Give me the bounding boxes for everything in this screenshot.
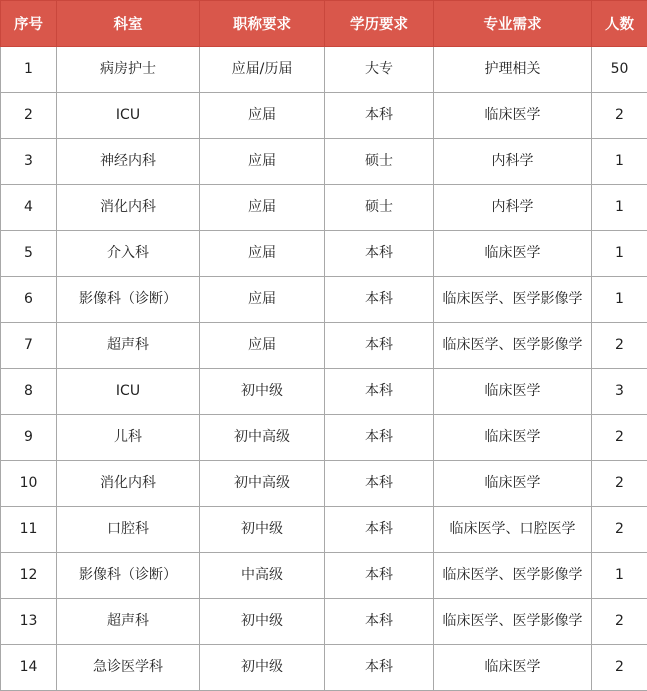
cell-headcount: 2 xyxy=(592,599,647,645)
cell-major-requirement: 临床医学、医学影像学 xyxy=(434,277,592,323)
table-header xyxy=(1,1,647,47)
table-row xyxy=(1,231,647,277)
cell-headcount: 2 xyxy=(592,93,647,139)
cell-headcount: 2 xyxy=(592,645,647,691)
cell-title-requirement: 初中级 xyxy=(200,645,325,691)
cell-major-requirement: 临床医学 xyxy=(434,415,592,461)
cell-title-requirement: 应届 xyxy=(200,277,325,323)
cell-index: 3 xyxy=(1,139,57,185)
header-row xyxy=(1,1,647,47)
table-row xyxy=(1,369,647,415)
cell-education-requirement: 本科 xyxy=(325,323,434,369)
cell-index: 12 xyxy=(1,553,57,599)
cell-title-requirement: 初中级 xyxy=(200,599,325,645)
cell-index: 6 xyxy=(1,277,57,323)
table-body xyxy=(1,47,647,691)
cell-index: 9 xyxy=(1,415,57,461)
cell-education-requirement: 本科 xyxy=(325,277,434,323)
cell-education-requirement: 本科 xyxy=(325,369,434,415)
cell-headcount: 1 xyxy=(592,139,647,185)
cell-education-requirement: 硕士 xyxy=(325,139,434,185)
cell-education-requirement: 本科 xyxy=(325,507,434,553)
cell-department: ICU xyxy=(57,369,200,415)
cell-education-requirement: 大专 xyxy=(325,47,434,93)
table-row xyxy=(1,139,647,185)
cell-major-requirement: 内科学 xyxy=(434,185,592,231)
cell-title-requirement: 应届 xyxy=(200,323,325,369)
cell-department: 超声科 xyxy=(57,599,200,645)
table-row xyxy=(1,185,647,231)
cell-index: 4 xyxy=(1,185,57,231)
cell-education-requirement: 本科 xyxy=(325,415,434,461)
cell-major-requirement: 临床医学、医学影像学 xyxy=(434,599,592,645)
cell-major-requirement: 临床医学 xyxy=(434,461,592,507)
header-major-requirement: 专业需求 xyxy=(434,1,592,47)
cell-index: 10 xyxy=(1,461,57,507)
cell-education-requirement: 本科 xyxy=(325,553,434,599)
cell-index: 14 xyxy=(1,645,57,691)
cell-education-requirement: 本科 xyxy=(325,599,434,645)
table-row xyxy=(1,461,647,507)
cell-title-requirement: 应届 xyxy=(200,93,325,139)
cell-headcount: 2 xyxy=(592,507,647,553)
cell-title-requirement: 初中高级 xyxy=(200,461,325,507)
cell-department: 消化内科 xyxy=(57,461,200,507)
table-row xyxy=(1,415,647,461)
cell-department: 消化内科 xyxy=(57,185,200,231)
cell-title-requirement: 应届 xyxy=(200,139,325,185)
cell-index: 13 xyxy=(1,599,57,645)
cell-education-requirement: 本科 xyxy=(325,461,434,507)
cell-title-requirement: 初中级 xyxy=(200,369,325,415)
cell-title-requirement: 应届 xyxy=(200,231,325,277)
cell-department: 介入科 xyxy=(57,231,200,277)
cell-headcount: 3 xyxy=(592,369,647,415)
cell-title-requirement: 应届/历届 xyxy=(200,47,325,93)
header-department: 科室 xyxy=(57,1,200,47)
cell-title-requirement: 中高级 xyxy=(200,553,325,599)
cell-index: 2 xyxy=(1,93,57,139)
cell-department: 影像科（诊断） xyxy=(57,277,200,323)
table-row xyxy=(1,93,647,139)
cell-headcount: 1 xyxy=(592,231,647,277)
cell-education-requirement: 本科 xyxy=(325,645,434,691)
cell-major-requirement: 临床医学 xyxy=(434,93,592,139)
cell-education-requirement: 硕士 xyxy=(325,185,434,231)
cell-department: 神经内科 xyxy=(57,139,200,185)
table-row xyxy=(1,323,647,369)
cell-headcount: 2 xyxy=(592,415,647,461)
header-index: 序号 xyxy=(1,1,57,47)
cell-department: ICU xyxy=(57,93,200,139)
cell-major-requirement: 临床医学、口腔医学 xyxy=(434,507,592,553)
cell-department: 急诊医学科 xyxy=(57,645,200,691)
table-row xyxy=(1,507,647,553)
cell-major-requirement: 临床医学 xyxy=(434,645,592,691)
cell-title-requirement: 应届 xyxy=(200,185,325,231)
table-row xyxy=(1,553,647,599)
cell-department: 影像科（诊断） xyxy=(57,553,200,599)
table-row xyxy=(1,277,647,323)
table-row xyxy=(1,599,647,645)
table-row xyxy=(1,47,647,93)
cell-index: 5 xyxy=(1,231,57,277)
cell-major-requirement: 内科学 xyxy=(434,139,592,185)
cell-index: 8 xyxy=(1,369,57,415)
cell-index: 7 xyxy=(1,323,57,369)
cell-headcount: 50 xyxy=(592,47,647,93)
cell-headcount: 1 xyxy=(592,277,647,323)
cell-department: 口腔科 xyxy=(57,507,200,553)
cell-title-requirement: 初中高级 xyxy=(200,415,325,461)
cell-major-requirement: 临床医学 xyxy=(434,369,592,415)
cell-headcount: 1 xyxy=(592,553,647,599)
cell-title-requirement: 初中级 xyxy=(200,507,325,553)
cell-headcount: 2 xyxy=(592,461,647,507)
header-headcount: 人数 xyxy=(592,1,647,47)
header-title-requirement: 职称要求 xyxy=(200,1,325,47)
cell-major-requirement: 临床医学、医学影像学 xyxy=(434,553,592,599)
cell-department: 病房护士 xyxy=(57,47,200,93)
header-education-requirement: 学历要求 xyxy=(325,1,434,47)
cell-department: 超声科 xyxy=(57,323,200,369)
cell-index: 1 xyxy=(1,47,57,93)
cell-major-requirement: 临床医学 xyxy=(434,231,592,277)
cell-department: 儿科 xyxy=(57,415,200,461)
cell-index: 11 xyxy=(1,507,57,553)
table-row xyxy=(1,645,647,691)
cell-education-requirement: 本科 xyxy=(325,93,434,139)
cell-headcount: 1 xyxy=(592,185,647,231)
cell-major-requirement: 护理相关 xyxy=(434,47,592,93)
cell-headcount: 2 xyxy=(592,323,647,369)
cell-education-requirement: 本科 xyxy=(325,231,434,277)
cell-major-requirement: 临床医学、医学影像学 xyxy=(434,323,592,369)
